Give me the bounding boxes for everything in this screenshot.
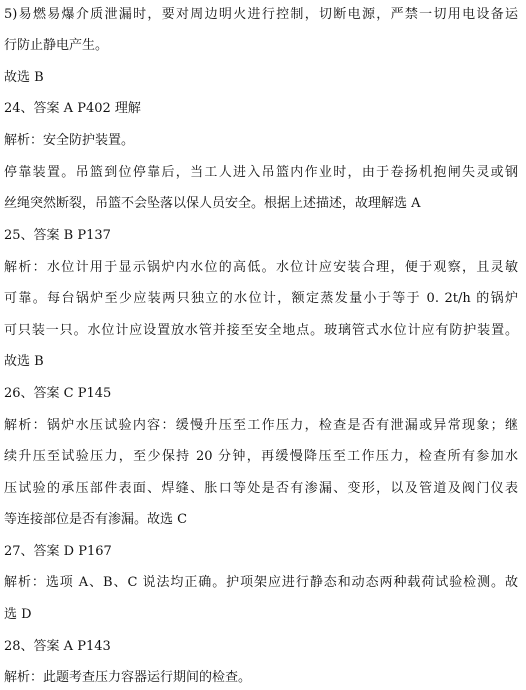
text-line: 行防止静电产生。 [4,38,109,53]
text-line: 压试验的承压部件表面、焊缝、胀口等处是否有渗漏、变形，以及管道及阀门仪表 [4,481,518,496]
text-line: 选 D [4,607,32,622]
text-line: 解析：此题考查压力容器运行期间的检查。 [4,670,252,685]
text-line: 停靠装置。吊篮到位停靠后，当工人进入吊篮内作业时，由于卷扬机抱闸失灵或钢 [4,165,518,180]
text-line: 等连接部位是否有渗漏。故选 C [4,512,188,527]
text-line: 可只装一只。水位计应设置放水管并接至安全地点。玻璃管式水位计应有防护装置。 [4,323,518,338]
text-line: 可靠。每台锅炉至少应装两只独立的水位计，额定蒸发量小于等于 0. 2t/h 的锅炉 [4,291,518,306]
text-line: 故选 B [4,354,44,369]
text-line: 故选 B [4,70,44,85]
answer-heading-24: 24、答案 A P402 理解 [4,101,141,116]
text-line: 解析：水位计用于显示锅炉内水位的高低。水位计应安装合理，便于观察，且灵敏 [4,260,518,275]
text-line: 丝绳突然断裂，吊篮不会坠落以保人员安全。根据上述描述，故理解选 A [4,196,421,211]
text-line: 5)易燃易爆介质泄漏时，要对周边明火进行控制，切断电源，严禁一切用电设备运 [4,7,518,22]
answer-heading-27: 27、答案 D P167 [4,544,112,559]
answer-heading-26: 26、答案 C P145 [4,386,112,401]
answer-heading-28: 28、答案 A P143 [4,639,111,654]
text-line: 解析：安全防护装置。 [4,133,135,148]
answer-heading-25: 25、答案 B P137 [4,228,111,243]
text-line: 解析：锅炉水压试验内容：缓慢升压至工作压力，检查是否有泄漏或异常现象；继 [4,418,518,433]
text-line: 续升压至试验压力，至少保持 20 分钟，再缓慢降压至工作压力，检查所有参加水 [4,449,518,464]
text-line: 解析：选项 A、B、C 说法均正确。护项架应进行静态和动态两种载荷试验检测。故 [4,575,518,590]
